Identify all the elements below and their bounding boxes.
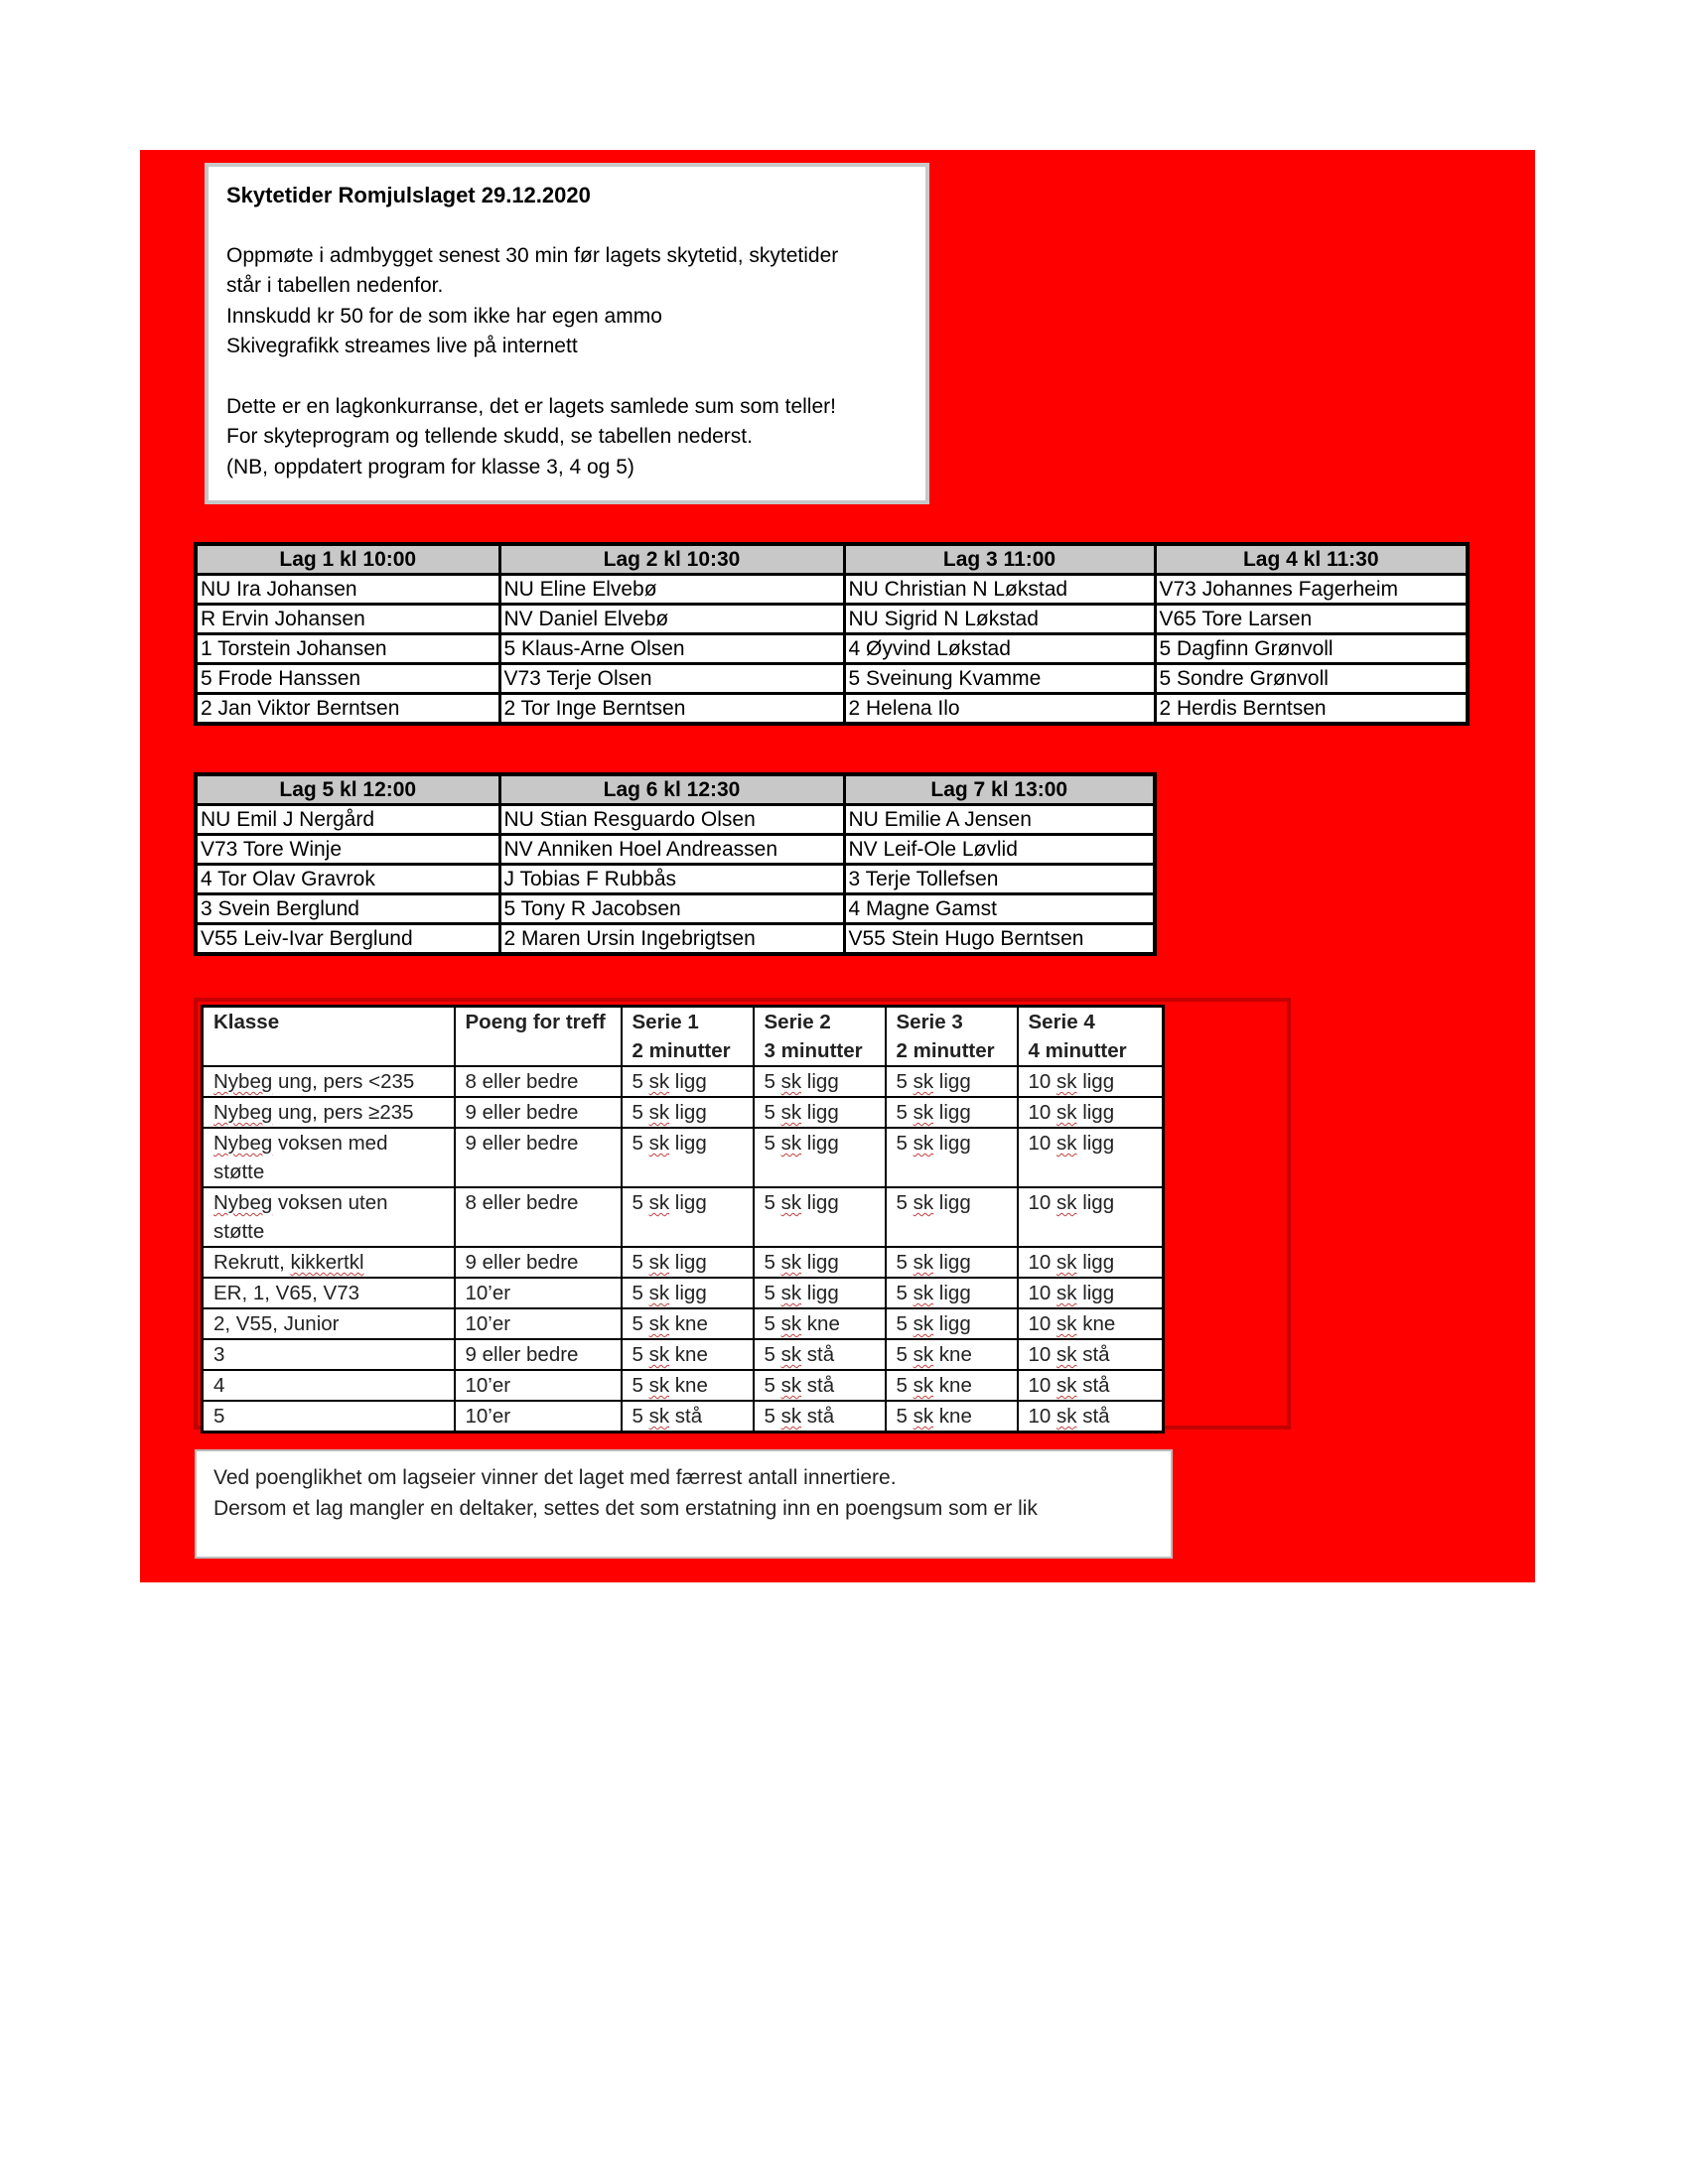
table-row xyxy=(196,605,1468,634)
team-header: Lag 5 kl 12:00 xyxy=(196,774,499,805)
info-line: Innskudd kr 50 for de som ikke har egen ammo xyxy=(226,304,662,328)
col-header: Serie 1 2 minutter xyxy=(622,1007,754,1067)
table-row xyxy=(196,865,1155,894)
info-line: Skivegrafikk streames live på internett xyxy=(226,335,578,357)
class-cell: 4 xyxy=(203,1370,455,1401)
series-cell: 10 sk ligg xyxy=(1018,1128,1164,1187)
team-member: V73 Terje Olsen xyxy=(499,664,844,694)
series-cell: 5 sk ligg xyxy=(886,1308,1018,1339)
col-header: Klasse xyxy=(203,1007,455,1067)
series-cell: 5 sk kne xyxy=(886,1370,1018,1401)
points-cell: 9 eller bedre xyxy=(455,1128,622,1187)
info-paragraph-2 xyxy=(226,392,908,483)
series-cell: 5 sk ligg xyxy=(754,1247,886,1278)
col-header: Poeng for treff xyxy=(455,1007,622,1067)
teams-table-1 xyxy=(194,542,1470,726)
series-cell: 5 sk ligg xyxy=(886,1278,1018,1308)
team-member: 5 Tony R Jacobsen xyxy=(499,894,844,924)
points-cell: 9 eller bedre xyxy=(455,1247,622,1278)
class-cell: Nybeg ung, pers <235 xyxy=(203,1066,455,1097)
series-cell: 5 sk ligg xyxy=(886,1187,1018,1247)
series-cell: 5 sk kne xyxy=(622,1308,754,1339)
series-cell: 10 sk kne xyxy=(1018,1308,1164,1339)
team-member: V55 Leiv-Ivar Berglund xyxy=(196,924,499,955)
series-cell: 5 sk ligg xyxy=(622,1066,754,1097)
team-member: NV Daniel Elvebø xyxy=(499,605,844,634)
program-table xyxy=(201,1005,1165,1433)
table-header-row xyxy=(196,544,1468,575)
table-row xyxy=(203,1187,1164,1247)
series-cell: 5 sk ligg xyxy=(622,1097,754,1128)
team-member: 2 Jan Viktor Berntsen xyxy=(196,694,499,725)
team-member: NU Stian Resguardo Olsen xyxy=(499,805,844,835)
table-row xyxy=(196,664,1468,694)
program-body xyxy=(203,1066,1164,1433)
table-header-row xyxy=(196,774,1155,805)
team-member: 4 Tor Olav Gravrok xyxy=(196,865,499,894)
team-member: NU Emil J Nergård xyxy=(196,805,499,835)
team-member: 3 Svein Berglund xyxy=(196,894,499,924)
points-cell: 9 eller bedre xyxy=(455,1339,622,1370)
team-header: Lag 1 kl 10:00 xyxy=(196,544,499,575)
series-cell: 5 sk kne xyxy=(622,1339,754,1370)
info-line: Dette er en lagkonkurranse, det er lagets samlede sum som teller! xyxy=(226,394,836,418)
team-member: 5 Dagfinn Grønvoll xyxy=(1155,634,1468,664)
team-member: 3 Terje Tollefsen xyxy=(844,865,1155,894)
points-cell: 8 eller bedre xyxy=(455,1066,622,1097)
series-cell: 10 sk stå xyxy=(1018,1339,1164,1370)
team-member: NU Sigrid N Løkstad xyxy=(844,605,1155,634)
table-header-row xyxy=(203,1007,1164,1067)
info-line: (NB, oppdatert program for klasse 3, 4 og 5) xyxy=(226,455,634,478)
table-row xyxy=(196,924,1155,955)
team-member: 4 Øyvind Løkstad xyxy=(844,634,1155,664)
series-cell: 5 sk ligg xyxy=(754,1128,886,1187)
team-member: V73 Johannes Fagerheim xyxy=(1155,575,1468,605)
team-header: Lag 4 kl 11:30 xyxy=(1155,544,1468,575)
table-row xyxy=(196,575,1468,605)
series-cell: 10 sk ligg xyxy=(1018,1066,1164,1097)
note-line: Dersom et lag mangler en deltaker, settes det som erstatning inn en poengsum som er lik xyxy=(213,1496,1038,1520)
series-cell: 5 sk stå xyxy=(754,1370,886,1401)
points-cell: 10’er xyxy=(455,1370,622,1401)
series-cell: 5 sk stå xyxy=(754,1339,886,1370)
table-row xyxy=(196,894,1155,924)
series-cell: 5 sk ligg xyxy=(754,1278,886,1308)
team-header: Lag 2 kl 10:30 xyxy=(499,544,844,575)
team-member: 5 Klaus-Arne Olsen xyxy=(499,634,844,664)
team-header: Lag 6 kl 12:30 xyxy=(499,774,844,805)
team-member: NU Ira Johansen xyxy=(196,575,499,605)
series-cell: 10 sk ligg xyxy=(1018,1097,1164,1128)
team-member: 1 Torstein Johansen xyxy=(196,634,499,664)
points-cell: 10’er xyxy=(455,1401,622,1433)
info-line: Oppmøte i admbygget senest 30 min før lagets skytetid, skytetider xyxy=(226,243,839,267)
table-row xyxy=(203,1308,1164,1339)
team-member: NU Christian N Løkstad xyxy=(844,575,1155,605)
info-box xyxy=(205,163,929,504)
team-header: Lag 7 kl 13:00 xyxy=(844,774,1155,805)
team-member: 5 Sveinung Kvamme xyxy=(844,664,1155,694)
table-row xyxy=(203,1066,1164,1097)
team-member: NV Leif-Ole Løvlid xyxy=(844,835,1155,865)
series-cell: 10 sk ligg xyxy=(1018,1187,1164,1247)
series-cell: 5 sk ligg xyxy=(622,1128,754,1187)
class-cell: 2, V55, Junior xyxy=(203,1308,455,1339)
series-cell: 5 sk stå xyxy=(622,1401,754,1433)
info-title: Skytetider Romjulslaget 29.12.2020 xyxy=(226,183,591,207)
note-line: Ved poenglikhet om lagseier vinner det laget med færrest antall innertiere. xyxy=(213,1466,897,1489)
series-cell: 5 sk ligg xyxy=(622,1187,754,1247)
class-cell: 3 xyxy=(203,1339,455,1370)
table-row xyxy=(203,1370,1164,1401)
info-line: står i tabellen nedenfor. xyxy=(226,274,444,297)
series-cell: 10 sk stå xyxy=(1018,1370,1164,1401)
table-row xyxy=(203,1128,1164,1187)
info-line: For skyteprogram og tellende skudd, se tabellen nederst. xyxy=(226,425,753,448)
series-cell: 10 sk ligg xyxy=(1018,1247,1164,1278)
team-member: R Ervin Johansen xyxy=(196,605,499,634)
class-cell: 5 xyxy=(203,1401,455,1433)
team-member: 2 Herdis Berntsen xyxy=(1155,694,1468,725)
program-table-frame xyxy=(194,998,1291,1430)
points-cell: 8 eller bedre xyxy=(455,1187,622,1247)
series-cell: 5 sk ligg xyxy=(754,1066,886,1097)
col-header: Serie 3 2 minutter xyxy=(886,1007,1018,1067)
class-cell: Nybeg voksen med støtte xyxy=(203,1128,455,1187)
team-member: V73 Tore Winje xyxy=(196,835,499,865)
table-row xyxy=(196,694,1468,725)
table-row xyxy=(196,835,1155,865)
table-row xyxy=(203,1097,1164,1128)
class-cell: Nybeg voksen uten støtte xyxy=(203,1187,455,1247)
table-row xyxy=(203,1401,1164,1433)
table-row xyxy=(203,1278,1164,1308)
team-member: NV Anniken Hoel Andreassen xyxy=(499,835,844,865)
team-member: 4 Magne Gamst xyxy=(844,894,1155,924)
col-header: Serie 4 4 minutter xyxy=(1018,1007,1164,1067)
class-cell: Rekrutt, kikkertkl xyxy=(203,1247,455,1278)
series-cell: 10 sk ligg xyxy=(1018,1278,1164,1308)
series-cell: 5 sk stå xyxy=(754,1401,886,1433)
table-row xyxy=(203,1339,1164,1370)
series-cell: 5 sk ligg xyxy=(886,1128,1018,1187)
series-cell: 5 sk ligg xyxy=(886,1247,1018,1278)
points-cell: 10’er xyxy=(455,1308,622,1339)
teams-table-2 xyxy=(194,772,1157,956)
team-member: 5 Frode Hanssen xyxy=(196,664,499,694)
note-box xyxy=(195,1449,1173,1559)
table-row xyxy=(203,1247,1164,1278)
series-cell: 5 sk ligg xyxy=(754,1187,886,1247)
points-cell: 10’er xyxy=(455,1278,622,1308)
series-cell: 5 sk ligg xyxy=(622,1247,754,1278)
series-cell: 5 sk kne xyxy=(886,1339,1018,1370)
series-cell: 5 sk ligg xyxy=(622,1278,754,1308)
info-paragraph-1 xyxy=(226,241,908,362)
team-member: V65 Tore Larsen xyxy=(1155,605,1468,634)
class-cell: Nybeg ung, pers ≥235 xyxy=(203,1097,455,1128)
series-cell: 10 sk stå xyxy=(1018,1401,1164,1433)
team-member: J Tobias F Rubbås xyxy=(499,865,844,894)
points-cell: 9 eller bedre xyxy=(455,1097,622,1128)
table-row xyxy=(196,634,1468,664)
team-member: NU Emilie A Jensen xyxy=(844,805,1155,835)
team-member: V55 Stein Hugo Berntsen xyxy=(844,924,1155,955)
class-cell: ER, 1, V65, V73 xyxy=(203,1278,455,1308)
team-member: 5 Sondre Grønvoll xyxy=(1155,664,1468,694)
team-member: 2 Tor Inge Berntsen xyxy=(499,694,844,725)
table-row xyxy=(196,805,1155,835)
series-cell: 5 sk kne xyxy=(754,1308,886,1339)
series-cell: 5 sk ligg xyxy=(886,1097,1018,1128)
team-member: 2 Helena Ilo xyxy=(844,694,1155,725)
team-member: NU Eline Elvebø xyxy=(499,575,844,605)
team-member: 2 Maren Ursin Ingebrigtsen xyxy=(499,924,844,955)
col-header: Serie 2 3 minutter xyxy=(754,1007,886,1067)
series-cell: 5 sk kne xyxy=(622,1370,754,1401)
series-cell: 5 sk ligg xyxy=(754,1097,886,1128)
series-cell: 5 sk kne xyxy=(886,1401,1018,1433)
team-header: Lag 3 11:00 xyxy=(844,544,1155,575)
series-cell: 5 sk ligg xyxy=(886,1066,1018,1097)
